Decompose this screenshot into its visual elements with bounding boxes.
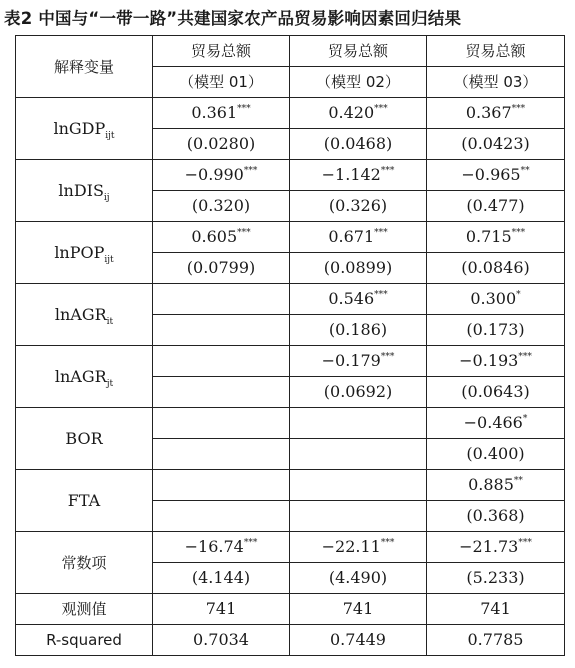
variable-name xyxy=(16,222,153,284)
variable-name xyxy=(16,160,153,222)
coefficient-value: 0.546 xyxy=(328,289,375,308)
standard-error-cell: (0.326) xyxy=(290,191,427,222)
summary-value: 741 xyxy=(290,594,427,625)
significance-stars: *** xyxy=(243,166,258,176)
coefficient-cell xyxy=(153,470,290,501)
coefficient-value: −21.73 xyxy=(459,537,519,556)
coefficient-value: −0.466 xyxy=(463,413,523,432)
coef-row xyxy=(16,222,565,253)
standard-error-cell xyxy=(153,501,290,532)
coefficient-cell xyxy=(153,222,290,253)
standard-error-cell: (0.0643) xyxy=(427,377,565,408)
summary-label: 观测值 xyxy=(16,594,153,625)
coefficient-cell xyxy=(427,470,565,501)
coefficient-cell xyxy=(153,408,290,439)
variable-label: FTA xyxy=(67,490,101,510)
significance-stars: *** xyxy=(380,166,395,176)
coefficient-value: 0.361 xyxy=(191,103,238,122)
significance-stars: *** xyxy=(237,228,251,238)
coefficient-cell xyxy=(427,222,565,253)
coefficient-value: −0.965 xyxy=(461,165,521,184)
significance-stars: *** xyxy=(518,538,532,548)
coefficient-cell xyxy=(427,532,565,563)
summary-value: 0.7034 xyxy=(153,625,290,656)
coefficient-cell xyxy=(153,98,290,129)
coef-row xyxy=(16,98,565,129)
var-column-header: 解释变量 xyxy=(16,36,153,98)
coefficient-cell xyxy=(153,346,290,377)
model-label-1: （模型 01） xyxy=(153,67,290,98)
variable-subscript: jt xyxy=(106,378,114,389)
variable-name xyxy=(16,98,153,160)
summary-row xyxy=(16,594,565,625)
significance-stars: *** xyxy=(518,352,532,362)
standard-error-cell: (5.233) xyxy=(427,563,565,594)
coefficient-value: −0.179 xyxy=(321,351,381,370)
standard-error-cell xyxy=(290,501,427,532)
coefficient-value: −0.990 xyxy=(184,165,244,184)
coef-row xyxy=(16,470,565,501)
summary-value: 741 xyxy=(427,594,565,625)
coefficient-cell xyxy=(290,408,427,439)
coefficient-value: 0.420 xyxy=(328,103,375,122)
table-title: 表2 中国与“一带一路”共建国家农产品贸易影响因素回归结果 xyxy=(4,9,462,28)
significance-stars: * xyxy=(516,290,521,300)
significance-stars: *** xyxy=(380,538,395,548)
variable-label: 常数项 xyxy=(61,553,107,572)
significance-stars: ** xyxy=(520,166,530,176)
coefficient-value: 0.671 xyxy=(328,227,375,246)
coefficient-cell xyxy=(153,160,290,191)
variable-label: lnGDP xyxy=(53,118,106,138)
coef-row xyxy=(16,346,565,377)
standard-error-cell: (4.144) xyxy=(153,563,290,594)
coefficient-cell xyxy=(427,408,565,439)
variable-subscript: it xyxy=(106,316,114,327)
variable-name xyxy=(16,470,153,532)
variable-name xyxy=(16,346,153,408)
significance-stars: ** xyxy=(513,476,523,486)
coefficient-value: 0.715 xyxy=(465,227,512,246)
summary-row xyxy=(16,625,565,656)
coefficient-value: −22.11 xyxy=(321,537,381,556)
coefficient-value: 0.605 xyxy=(191,227,238,246)
regression-table xyxy=(15,35,565,656)
standard-error-cell xyxy=(153,439,290,470)
summary-value: 741 xyxy=(153,594,290,625)
coefficient-value: −0.193 xyxy=(459,351,519,370)
significance-stars: *** xyxy=(380,352,395,362)
coefficient-cell xyxy=(290,98,427,129)
standard-error-cell xyxy=(153,377,290,408)
coef-row xyxy=(16,408,565,439)
standard-error-cell: (0.186) xyxy=(290,315,427,346)
header-row xyxy=(16,36,565,67)
variable-name xyxy=(16,284,153,346)
standard-error-cell: (0.173) xyxy=(427,315,565,346)
coefficient-value: −1.142 xyxy=(321,165,381,184)
coefficient-cell xyxy=(427,346,565,377)
variable-label: lnPOP xyxy=(54,242,105,262)
variable-name xyxy=(16,532,153,594)
significance-stars: *** xyxy=(243,538,258,548)
significance-stars: *** xyxy=(237,104,251,114)
dep-header-2: 贸易总额 xyxy=(290,36,427,67)
coefficient-cell xyxy=(427,98,565,129)
variable-label: lnDIS xyxy=(58,180,104,200)
coefficient-value: 0.367 xyxy=(465,103,512,122)
coefficient-cell xyxy=(290,284,427,315)
standard-error-cell: (0.400) xyxy=(427,439,565,470)
coefficient-cell xyxy=(153,284,290,315)
coefficient-value: −16.74 xyxy=(184,537,244,556)
significance-stars: *** xyxy=(511,104,526,114)
coef-row xyxy=(16,532,565,563)
significance-stars: * xyxy=(522,414,528,424)
standard-error-cell xyxy=(153,315,290,346)
significance-stars: *** xyxy=(374,104,388,114)
variable-subscript: ij xyxy=(103,192,110,203)
variable-name xyxy=(16,408,153,470)
summary-value: 0.7785 xyxy=(427,625,565,656)
variable-label: lnAGR xyxy=(54,366,107,386)
standard-error-cell: (0.0799) xyxy=(153,253,290,284)
coefficient-cell xyxy=(290,222,427,253)
coefficient-cell xyxy=(290,160,427,191)
standard-error-cell: (0.0468) xyxy=(290,129,427,160)
standard-error-cell xyxy=(290,439,427,470)
coefficient-cell xyxy=(290,346,427,377)
coefficient-value: 0.885 xyxy=(468,475,514,494)
significance-stars: *** xyxy=(374,228,388,238)
coefficient-cell xyxy=(153,532,290,563)
coef-row xyxy=(16,284,565,315)
variable-label: BOR xyxy=(65,428,103,448)
coefficient-cell xyxy=(427,160,565,191)
standard-error-cell: (0.0423) xyxy=(427,129,565,160)
standard-error-cell: (4.490) xyxy=(290,563,427,594)
variable-subscript: ijt xyxy=(105,130,115,141)
coef-row xyxy=(16,160,565,191)
model-label-2: （模型 02） xyxy=(290,67,427,98)
coefficient-cell xyxy=(290,470,427,501)
model-label-3: （模型 03） xyxy=(427,67,565,98)
significance-stars: *** xyxy=(374,290,388,300)
variable-subscript: ijt xyxy=(104,254,114,265)
standard-error-cell: (0.0692) xyxy=(290,377,427,408)
standard-error-cell: (0.0899) xyxy=(290,253,427,284)
standard-error-cell: (0.0846) xyxy=(427,253,565,284)
coefficient-cell xyxy=(290,532,427,563)
coefficient-cell xyxy=(427,284,565,315)
standard-error-cell: (0.368) xyxy=(427,501,565,532)
variable-label: lnAGR xyxy=(54,304,107,324)
standard-error-cell: (0.477) xyxy=(427,191,565,222)
dep-header-1: 贸易总额 xyxy=(153,36,290,67)
coefficient-value: 0.300 xyxy=(470,289,517,308)
dep-header-3: 贸易总额 xyxy=(427,36,565,67)
standard-error-cell: (0.320) xyxy=(153,191,290,222)
significance-stars: *** xyxy=(511,228,526,238)
summary-value: 0.7449 xyxy=(290,625,427,656)
standard-error-cell: (0.0280) xyxy=(153,129,290,160)
summary-label: R-squared xyxy=(16,625,153,656)
